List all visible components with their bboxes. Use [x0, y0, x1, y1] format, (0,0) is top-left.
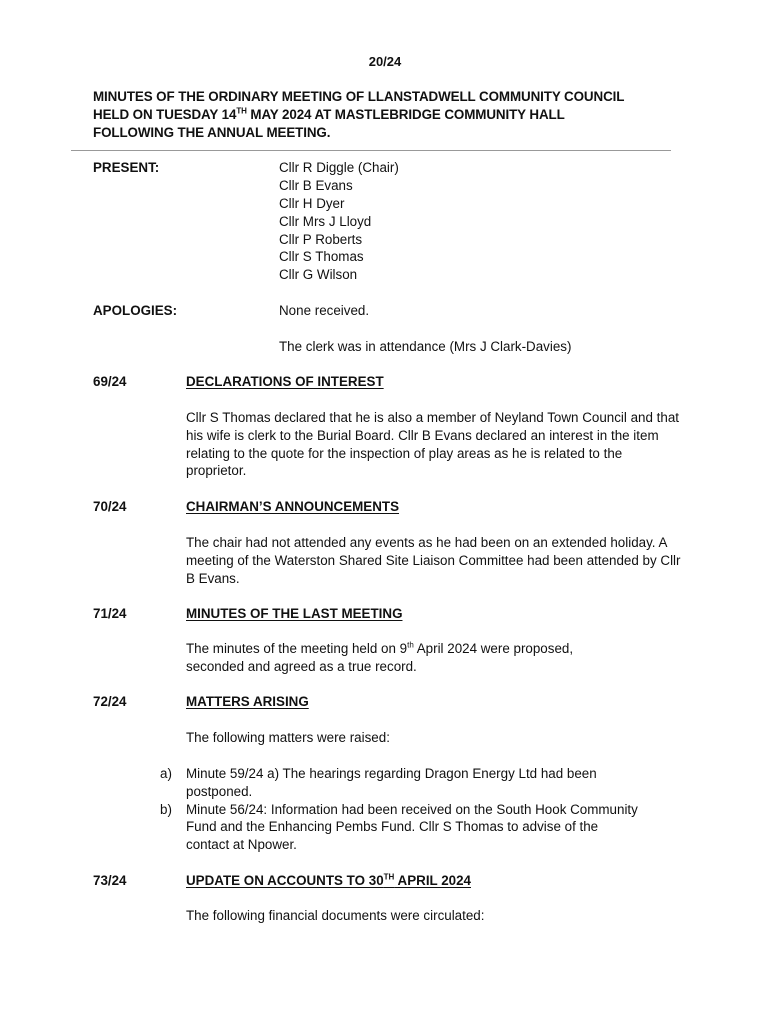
list-item-text: Minute 59/24 a) The hearings regarding Dragon Energy Ltd had been postponed. — [186, 766, 597, 799]
minutes-body: The minutes of the meeting held on 9th April 2024 were proposed, seconded and agreed as a true record. — [186, 640, 574, 674]
present-label: PRESENT: — [93, 160, 160, 175]
minute-number-73: 73/24 — [93, 873, 127, 888]
page-number: 20/24 — [368, 54, 402, 69]
present-member: Cllr B Evans — [279, 177, 353, 193]
list-item — [160, 765, 644, 801]
declarations-body: Cllr S Thomas declared that he is also a member of Neyland Town Council and that his wife is clerk to the Burial Board. Cllr B Evans declared an interest in the item relating to the quote for the inspection of play areas as he is related to the proprietor. — [186, 410, 679, 479]
matters-list — [160, 765, 680, 854]
minute-number-71: 71/24 — [93, 606, 127, 621]
heading-minutes-last-meeting: MINUTES OF THE LAST MEETING — [186, 606, 403, 621]
heading-declarations: DECLARATIONS OF INTEREST — [186, 374, 384, 389]
present-member: Cllr R Diggle (Chair) — [279, 160, 399, 175]
present-member: Cllr S Thomas — [279, 249, 364, 265]
apologies-text: None received. — [279, 303, 370, 318]
present-members-list — [279, 159, 399, 284]
list-item — [160, 801, 644, 854]
document-title — [93, 88, 693, 142]
present-member: Cllr P Roberts — [279, 231, 363, 247]
title-divider — [71, 150, 671, 151]
heading-chairmans-announcements: CHAIRMAN’S ANNOUNCEMENTS — [186, 499, 400, 514]
minute-number-69: 69/24 — [93, 374, 127, 389]
clerk-attendance: The clerk was in attendance (Mrs J Clark-Davies) — [279, 339, 572, 354]
present-member: Cllr G Wilson — [279, 267, 358, 283]
accounts-intro: The following financial documents were circulated: — [186, 908, 485, 923]
list-item-text: Minute 56/24: Information had been received on the South Hook Community Fund and the Enhancing Pembs Fund. Cllr S Thomas to advise of the contact at Npower. — [186, 801, 638, 853]
title-line-1: MINUTES OF THE ORDINARY MEETING OF LLANSTADWELL COMMUNITY COUNCIL — [93, 89, 625, 104]
heading-matters-arising: MATTERS ARISING — [186, 694, 309, 709]
heading-update-accounts: UPDATE ON ACCOUNTS TO 30TH APRIL 2024 — [186, 872, 471, 888]
present-member: Cllr Mrs J Lloyd — [279, 213, 372, 229]
apologies-label: APOLOGIES: — [93, 303, 178, 318]
announcements-body: The chair had not attended any events as he had been on an extended holiday. A meeting of the Waterston Shared Site Liaison Committee had been attended by Cllr B Evans. — [186, 535, 681, 586]
minute-number-70: 70/24 — [93, 499, 127, 514]
title-line-2: HELD ON TUESDAY 14TH MAY 2024 AT MASTLEBRIDGE COMMUNITY HALL — [93, 106, 565, 122]
present-member: Cllr H Dyer — [279, 195, 345, 211]
title-line-3: FOLLOWING THE ANNUAL MEETING. — [93, 125, 331, 140]
list-marker: a) — [160, 766, 172, 781]
matters-intro: The following matters were raised: — [186, 730, 390, 745]
list-marker: b) — [160, 801, 172, 817]
minute-number-72: 72/24 — [93, 694, 127, 709]
